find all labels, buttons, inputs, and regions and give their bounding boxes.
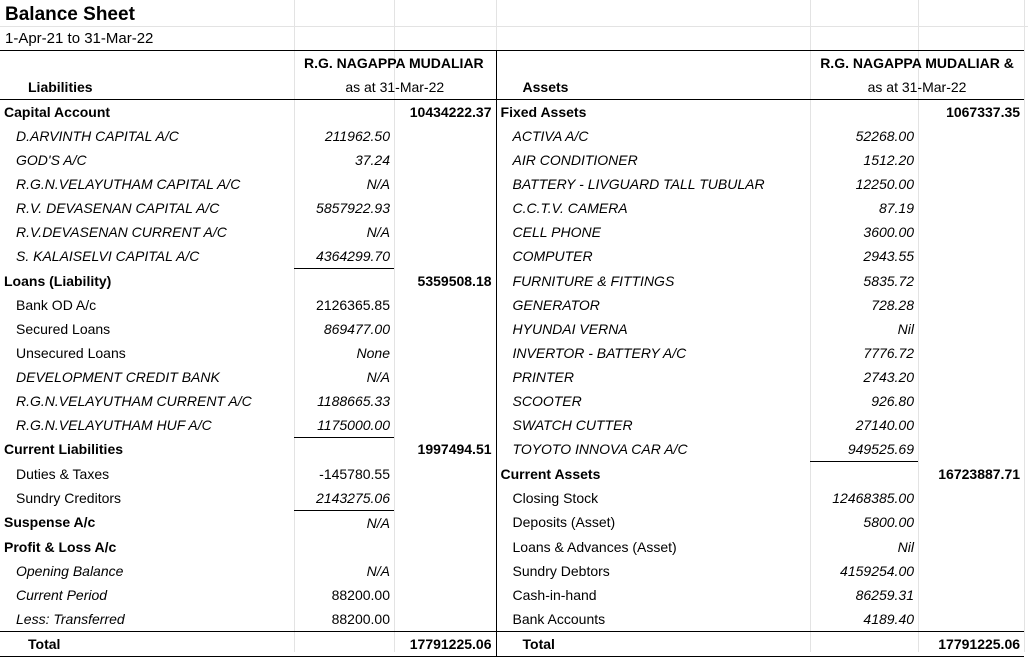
total-row	[0, 631, 1024, 656]
liability-group-total: 5359508.18	[394, 269, 496, 293]
liability-amount: 1188665.33	[317, 392, 390, 409]
asset-amount: 87.19	[878, 200, 915, 216]
asset-amount: 949525.69	[810, 437, 918, 462]
asset-name: FURNITURE & FITTINGS	[512, 272, 675, 289]
table-row	[0, 510, 1024, 535]
liability-group-total	[394, 559, 496, 583]
asset-name: GENERATOR	[512, 296, 600, 313]
liability-group-total	[394, 486, 496, 511]
liability-group-total	[394, 607, 496, 632]
table-row	[0, 365, 1024, 389]
column-header-row	[0, 75, 1024, 100]
asset-group-total	[918, 269, 1024, 293]
balance-sheet-table	[0, 50, 1024, 657]
liability-group-total	[394, 413, 496, 438]
table-row	[0, 148, 1024, 172]
table-row	[0, 341, 1024, 365]
asset-group-total	[918, 317, 1024, 341]
asset-group-total	[918, 607, 1024, 632]
liability-group-total	[394, 510, 496, 535]
asset-amount: 3600.00	[863, 224, 915, 240]
asset-amount: 52268.00	[855, 128, 915, 144]
liability-amount: N/A	[366, 176, 390, 192]
table-row	[0, 437, 1024, 462]
liabilities-heading: Liabilities	[0, 75, 294, 100]
liability-name: R.G.N.VELAYUTHAM CURRENT A/C	[16, 392, 252, 409]
liability-amount: 2143275.06	[294, 486, 394, 511]
table-row	[0, 293, 1024, 317]
asset-name: Sundry Debtors	[512, 562, 610, 579]
total-value-right: 17791225.06	[918, 631, 1024, 656]
liability-name: Profit & Loss A/c	[4, 538, 117, 555]
total-label-right: Total	[496, 631, 810, 656]
liability-group-total	[394, 389, 496, 413]
asset-group-total	[918, 148, 1024, 172]
liability-amount: 211962.50	[324, 128, 390, 144]
asset-name: SWATCH CUTTER	[512, 416, 633, 433]
asset-amount	[810, 462, 918, 486]
liability-group-total	[394, 196, 496, 220]
table-row	[0, 172, 1024, 196]
asset-name: ACTIVA A/C	[512, 128, 589, 144]
liability-amount: 1175000.00	[294, 413, 394, 438]
liability-amount: 37.24	[354, 152, 390, 168]
asset-group-total: 1067337.35	[946, 104, 1021, 120]
asset-amount: 12468385.00	[832, 489, 915, 506]
liability-group-total: 1997494.51	[394, 437, 496, 462]
liability-amount: N/A	[366, 514, 390, 531]
asset-amount: 12250.00	[855, 176, 915, 192]
asset-name: CELL PHONE	[512, 224, 601, 240]
asset-name: INVERTOR - BATTERY A/C	[512, 344, 687, 361]
liability-amount	[294, 535, 394, 559]
asset-amount: 5835.72	[863, 272, 915, 289]
table-row	[0, 124, 1024, 148]
liability-amount	[294, 269, 394, 293]
liability-name: Unsecured Loans	[16, 344, 126, 361]
asset-amount: 4159254.00	[840, 562, 915, 579]
asset-amount: 4189.40	[863, 610, 915, 627]
asset-group-total: 16723887.71	[938, 465, 1021, 482]
liability-group-total	[394, 365, 496, 389]
asset-name: AIR CONDITIONER	[512, 152, 638, 168]
asset-name: HYUNDAI VERNA	[512, 320, 628, 337]
grid-line	[1024, 0, 1025, 652]
liability-group-total	[394, 220, 496, 244]
liability-name: GOD'S A/C	[16, 152, 87, 168]
liability-amount: N/A	[366, 368, 390, 385]
asset-group-total	[918, 486, 1024, 511]
asset-group-total	[918, 413, 1024, 438]
table-row	[0, 244, 1024, 269]
liability-group-total	[394, 244, 496, 269]
as-at-right: as at 31-Mar-22	[810, 75, 1024, 100]
as-at-left: as at 31-Mar-22	[294, 75, 496, 100]
company-header-row	[0, 51, 1024, 76]
liability-amount: 88200.00	[331, 586, 390, 603]
liability-group-total: 10434222.37	[394, 100, 496, 125]
asset-group-total	[918, 535, 1024, 559]
liability-name: Bank OD A/c	[16, 296, 97, 313]
liability-name: R.G.N.VELAYUTHAM HUF A/C	[16, 416, 212, 433]
table-row	[0, 486, 1024, 511]
asset-name: C.C.T.V. CAMERA	[512, 200, 628, 216]
liability-group-total	[394, 341, 496, 365]
asset-group-total	[918, 341, 1024, 365]
table-row	[0, 317, 1024, 341]
liability-group-total	[394, 124, 496, 148]
asset-amount: Nil	[897, 538, 915, 555]
table-row	[0, 583, 1024, 607]
liability-name: R.V.DEVASENAN CURRENT A/C	[16, 224, 227, 240]
liability-amount: 869477.00	[323, 320, 390, 337]
liability-name: Duties & Taxes	[16, 465, 110, 482]
asset-name: TOYOTO INNOVA CAR A/C	[512, 441, 688, 458]
asset-amount: 728.28	[871, 296, 915, 313]
liability-name: Suspense A/c	[4, 514, 96, 531]
asset-group-total	[918, 389, 1024, 413]
asset-name: Cash-in-hand	[512, 586, 597, 603]
asset-amount: 2943.55	[863, 248, 915, 265]
company-name-right: R.G. NAGAPPA MUDALIAR &	[810, 51, 1024, 76]
liability-amount: -145780.55	[319, 465, 390, 482]
asset-group-total	[918, 172, 1024, 196]
asset-amount: 2743.20	[863, 368, 915, 385]
asset-name: Deposits (Asset)	[512, 514, 616, 531]
table-row	[0, 389, 1024, 413]
liability-name: Sundry Creditors	[16, 489, 122, 506]
asset-group-total	[918, 220, 1024, 244]
asset-group-total	[918, 559, 1024, 583]
balance-sheet-body	[0, 100, 1024, 632]
asset-group-total	[918, 365, 1024, 389]
liability-group-total	[394, 583, 496, 607]
liability-name: D.ARVINTH CAPITAL A/C	[16, 128, 179, 144]
liability-amount: N/A	[366, 224, 390, 240]
table-row	[0, 269, 1024, 293]
liability-group-total	[394, 535, 496, 559]
asset-amount	[810, 100, 918, 125]
asset-amount: 86259.31	[855, 586, 915, 603]
asset-name: Loans & Advances (Asset)	[512, 538, 677, 555]
liability-amount: 5857922.93	[316, 200, 390, 216]
liability-name: R.G.N.VELAYUTHAM CAPITAL A/C	[16, 176, 241, 192]
company-name-left: R.G. NAGAPPA MUDALIAR	[294, 51, 496, 76]
liability-name: R.V. DEVASENAN CAPITAL A/C	[16, 200, 220, 216]
liability-name: Secured Loans	[16, 320, 111, 337]
table-row	[0, 462, 1024, 486]
asset-amount: 27140.00	[855, 416, 915, 433]
liability-name: Less: Transferred	[16, 610, 125, 627]
asset-group-total	[918, 583, 1024, 607]
liability-group-total	[394, 148, 496, 172]
asset-amount: 926.80	[871, 392, 915, 409]
liability-amount: 2126365.85	[316, 296, 390, 313]
asset-name: COMPUTER	[512, 248, 593, 265]
table-row	[0, 535, 1024, 559]
liability-name: Opening Balance	[16, 562, 124, 579]
liability-name: Loans (Liability)	[4, 272, 112, 289]
asset-name: PRINTER	[512, 368, 574, 385]
liability-name: Current Period	[16, 586, 108, 603]
liability-group-total	[394, 172, 496, 196]
report-period: 1-Apr-21 to 31-Mar-22	[5, 30, 154, 47]
total-label-left: Total	[0, 631, 294, 656]
liability-amount: 4364299.70	[294, 244, 394, 269]
table-row	[0, 607, 1024, 632]
liability-group-total	[394, 293, 496, 317]
liability-group-total	[394, 462, 496, 486]
asset-amount: 1512.20	[863, 152, 915, 168]
liability-amount: None	[356, 344, 390, 361]
liability-amount: 88200.00	[331, 610, 390, 627]
asset-group-total	[918, 244, 1024, 269]
table-row	[0, 220, 1024, 244]
grid-line	[0, 26, 1028, 27]
asset-group-total	[918, 124, 1024, 148]
asset-name: Closing Stock	[512, 489, 599, 506]
asset-amount: Nil	[897, 320, 915, 337]
asset-group-total	[918, 437, 1024, 462]
liability-amount	[294, 100, 394, 125]
asset-name: BATTERY - LIVGUARD TALL TUBULAR	[512, 176, 765, 192]
assets-heading: Assets	[496, 75, 810, 100]
asset-name: Fixed Assets	[500, 104, 587, 120]
asset-amount: 7776.72	[863, 344, 915, 361]
report-title: Balance Sheet	[5, 4, 135, 25]
liability-name: DEVELOPMENT CREDIT BANK	[16, 368, 220, 385]
asset-name: SCOOTER	[512, 392, 582, 409]
table-row	[0, 559, 1024, 583]
asset-name: Current Assets	[500, 465, 601, 482]
total-value-left: 17791225.06	[394, 631, 496, 656]
table-row	[0, 100, 1024, 125]
liability-group-total	[394, 317, 496, 341]
table-row	[0, 196, 1024, 220]
asset-name: Bank Accounts	[512, 610, 606, 627]
liability-name: S. KALAISELVI CAPITAL A/C	[16, 248, 200, 265]
table-row	[0, 413, 1024, 438]
liability-amount	[294, 437, 394, 462]
liability-name: Capital Account	[4, 104, 111, 120]
asset-group-total	[918, 293, 1024, 317]
asset-group-total	[918, 196, 1024, 220]
liability-name: Current Liabilities	[4, 441, 124, 458]
asset-amount: 5800.00	[863, 514, 915, 531]
liability-amount: N/A	[366, 562, 390, 579]
asset-group-total	[918, 510, 1024, 535]
